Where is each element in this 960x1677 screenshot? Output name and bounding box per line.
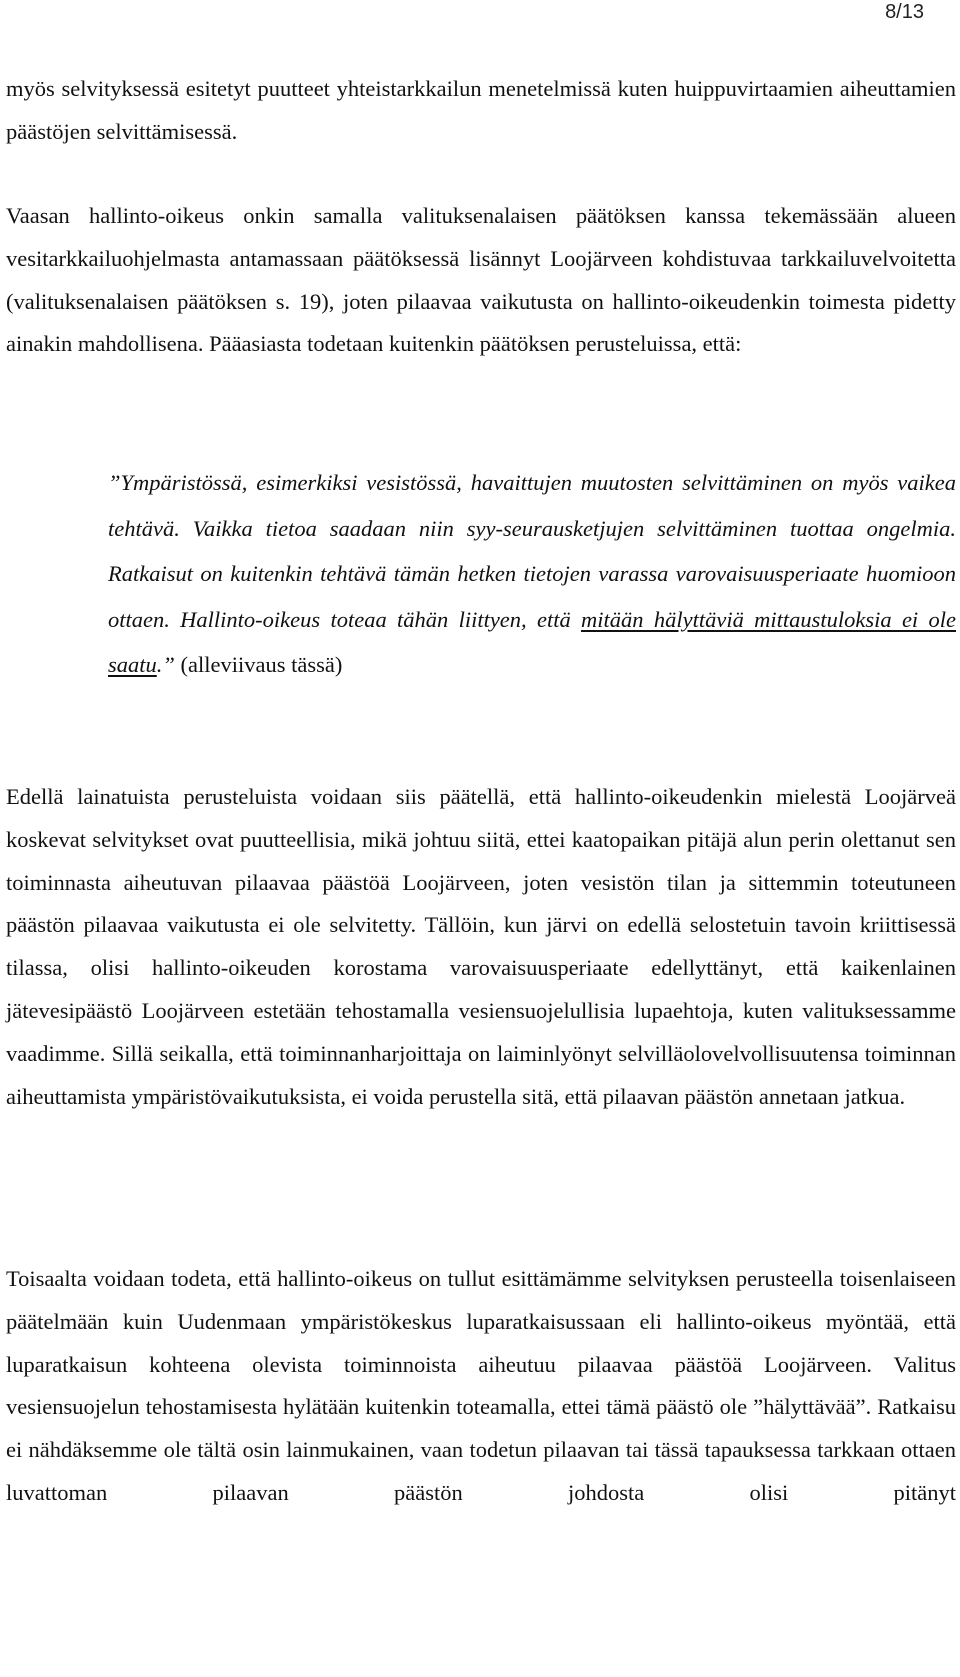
quote-text: ”Ympäristössä, esimerkiksi vesistössä, havaittujen muutosten selvittäminen on myös vaikea tehtävä. Vaikka tietoa saadaan niin syy-seurausketjujen selvittäminen tuottaa ongelmia. Ratkaisut on kuitenkin tehtävä tämän hetken tietojen varassa varovaisuusperiaate huomioon ottaen. Hallinto-oikeus toteaa tähän liittyen, että: [108, 470, 956, 632]
paragraph-1: myös selvityksessä esitetyt puutteet yhteistarkkailun menetelmissä kuten huippuvirtaamien aiheuttamien päästöjen selvittämisessä.: [6, 76, 956, 144]
quote-note: (alleviivaus tässä): [180, 652, 343, 677]
quote-underlined-text: mitään hälyttäviä mittaustuloksia ei ole saatu: [108, 606, 956, 677]
paragraph-4: Toisaalta voidaan todeta, että hallinto-oikeus on tullut esittämämme selvityksen perusteella toisenlaiseen päätelmään kuin Uudenmaan ympäristökeskus luparatkaisussaan eli hallinto-oikeus myöntää, että luparatkaisun kohteena olevista toiminnoista aiheutuu pilaavaa päästöä Loojärveen. Valitus vesiensuojelun tehostamisesta hylätään kuitenkin toteamalla, ettei tämä päästö ole ”hälyttävää”. Ratkaisu ei nähdäksemme ole tältä osin lainmukainen, vaan todetun pilaavan tai tässä tapauksessa tarkkaan ottaen luvattoman pilaavan päästön johdosta olisi pitänyt: [6, 1266, 956, 1505]
paragraph-3: Edellä lainatuista perusteluista voidaan siis päätellä, että hallinto-oikeudenkin mielestä Loojärveä koskevat selvitykset ovat puutteellisia, mikä johtuu siitä, ettei kaatopaikan pitäjä alun perin olettanut sen toiminnasta aiheutuvan pilaavaa päästöä Loojärveen, joten vesistön tilan ja sittemmin toteutuneen päästön pilaavaa vaikutusta ei ole selvitetty. Tällöin, kun järvi on edellä selostetuin tavoin kriittisessä tilassa, olisi hallinto-oikeuden korostama varovaisuusperiaate edellyttänyt, että kaikenlainen jätevesipäästö Loojärveen estetään tehostamalla vesiensuojelullisia lupaehtoja, kuten valituksessamme vaadimme. Sillä seikalla, että toiminnanharjoittaja on laiminlyönyt selvilläolovelvollisuutensa toiminnan aiheuttamista ympäristövaikutuksista, ei voida perustella sitä, että pilaavan päästön annetaan jatkua.: [6, 784, 956, 1109]
block-quote: [108, 460, 956, 688]
quote-closing: .”: [156, 652, 175, 677]
page-number: 8/13: [885, 1, 924, 23]
paragraph-2: Vaasan hallinto-oikeus onkin samalla valituksenalaisen päätöksen kanssa tekemässään alueen vesitarkkailuohjelmasta antamassaan päätöksessä lisännyt Loojärveen kohdistuvaa tarkkailuvelvoitetta (valituksenalaisen päätöksen s. 19), joten pilaavaa vaikutusta on hallinto-oikeudenkin toimesta pidetty ainakin mahdollisena. Pääasiasta todetaan kuitenkin päätöksen perusteluissa, että:: [6, 203, 956, 357]
